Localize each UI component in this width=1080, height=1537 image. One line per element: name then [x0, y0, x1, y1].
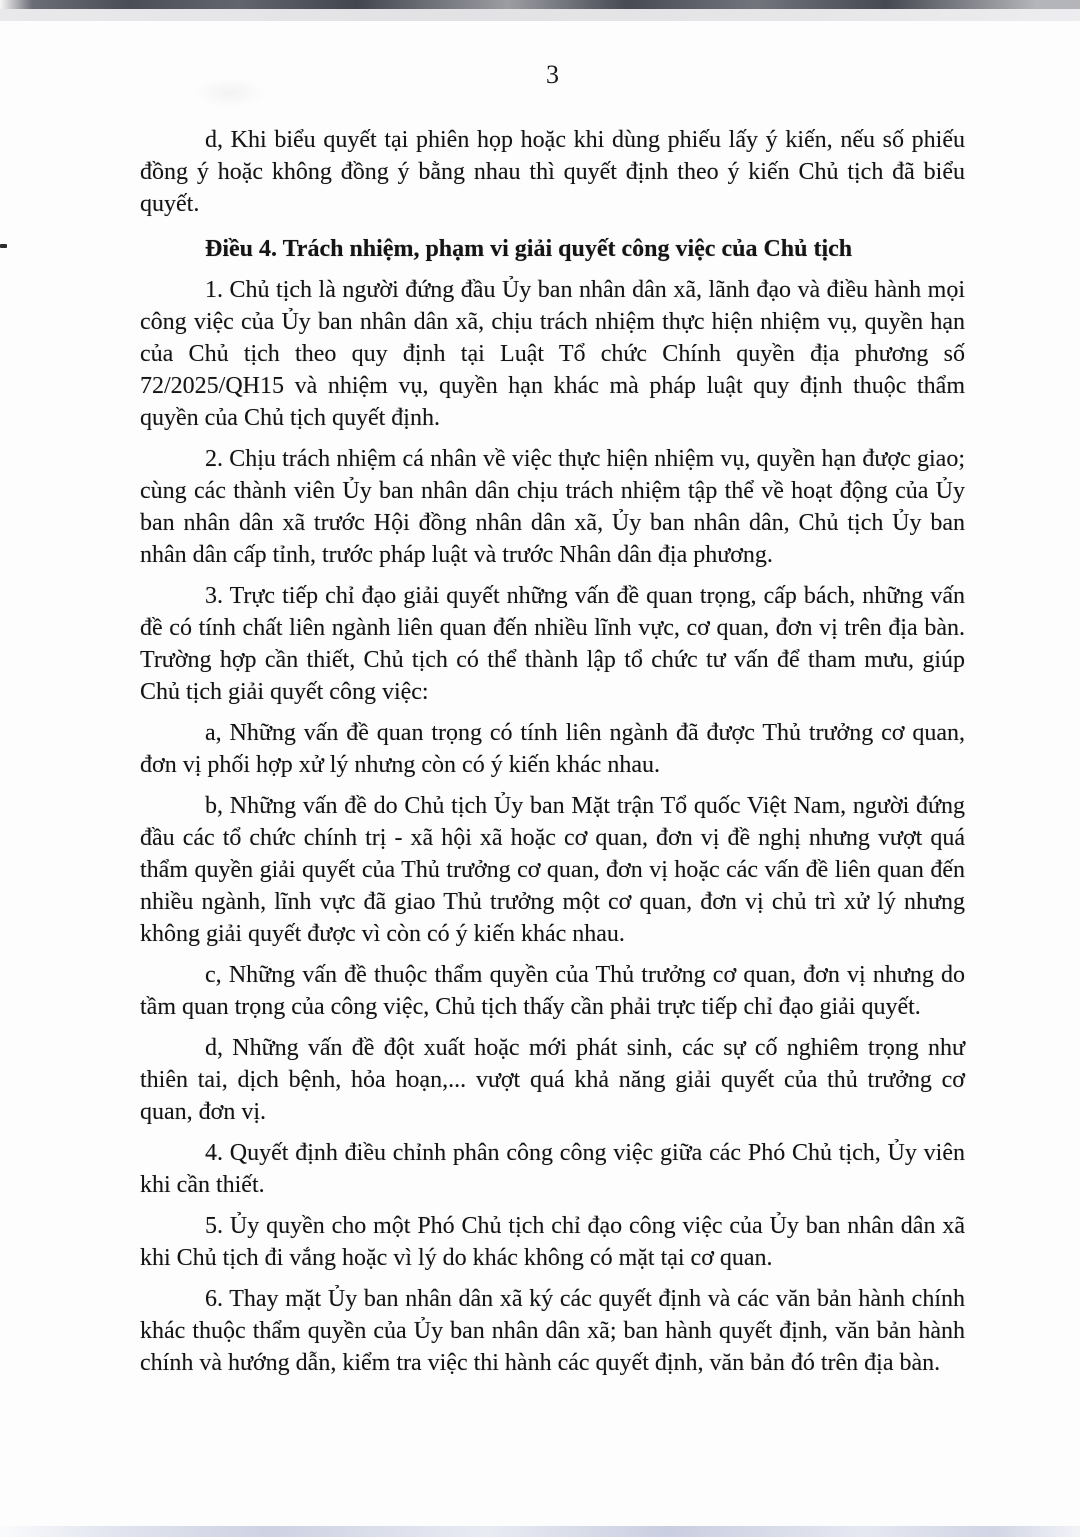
article-4-clause-3-point-d: d, Những vấn đề đột xuất hoặc mới phát sinh, các sự cố nghiêm trọng như thiên tai, dịch bệnh, hỏa hoạn,... vượt quá khả năng giải quyết của thủ trưởng cơ quan, đơn vị.	[140, 1035, 965, 1125]
page-number: 3	[546, 60, 559, 89]
document-body	[140, 124, 965, 1379]
article-4-clause-3: 3. Trực tiếp chỉ đạo giải quyết những vấn đề quan trọng, cấp bách, những vấn đề có tính chất liên ngành liên quan đến nhiều lĩnh vực, cơ quan, đơn vị trên địa bàn. Trường hợp cần thiết, Chủ tịch có thể thành lập tổ chức tư vấn để tham mưu, giúp Chủ tịch giải quyết công việc:	[140, 583, 965, 705]
article-4-clause-1: 1. Chủ tịch là người đứng đầu Ủy ban nhân dân xã, lãnh đạo và điều hành mọi công việc của Ủy ban nhân dân xã, chịu trách nhiệm thực hiện nhiệm vụ, quyền hạn của Chủ tịch theo quy định tại Luật Tổ chức Chính quyền địa phương số 72/2025/QH15 và nhiệm vụ, quyền hạn khác mà pháp luật quy định thuộc thẩm quyền của Chủ tịch quyết định.	[140, 277, 965, 431]
scan-artifact-left-dash	[0, 244, 7, 248]
scan-artifact-top-band	[0, 0, 1080, 9]
scan-artifact-bottom-band	[0, 1526, 1080, 1537]
article-4-clause-5: 5. Ủy quyền cho một Phó Chủ tịch chỉ đạo công việc của Ủy ban nhân dân xã khi Chủ tịch đi vắng hoặc vì lý do khác không có mặt tại cơ quan.	[140, 1213, 965, 1271]
article-4-clause-6: 6. Thay mặt Ủy ban nhân dân xã ký các quyết định và các văn bản hành chính khác thuộc thẩm quyền của Ủy ban nhân dân xã; ban hành quyết định, văn bản hành chính và hướng dẫn, kiểm tra việc thi hành các quyết định, văn bản đó trên địa bàn.	[140, 1286, 965, 1376]
article-4-heading: Điều 4. Trách nhiệm, phạm vi giải quyết công việc của Chủ tịch	[205, 236, 853, 262]
article-4-clause-3-point-c: c, Những vấn đề thuộc thẩm quyền của Thủ trưởng cơ quan, đơn vị nhưng do tầm quan trọng của công việc, Chủ tịch thấy cần phải trực tiếp chỉ đạo giải quyết.	[140, 962, 965, 1020]
article-4-clause-3-point-b: b, Những vấn đề do Chủ tịch Ủy ban Mặt trận Tổ quốc Việt Nam, người đứng đầu các tổ chức chính trị - xã hội xã hoặc cơ quan, đơn vị đề nghị nhưng vượt quá thẩm quyền giải quyết của Thủ trưởng cơ quan, đơn vị hoặc các vấn đề liên quan đến nhiều ngành, lĩnh vực đã giao Thủ trưởng một cơ quan, đơn vị chủ trì xử lý nhưng không giải quyết được vì còn có ý kiến khác nhau.	[140, 793, 965, 947]
article-4-clause-4: 4. Quyết định điều chỉnh phân công công việc giữa các Phó Chủ tịch, Ủy viên khi cần thiết.	[140, 1140, 965, 1198]
scan-artifact-top-light-strip	[0, 9, 1080, 21]
article-4-clause-2: 2. Chịu trách nhiệm cá nhân về việc thực hiện nhiệm vụ, quyền hạn được giao; cùng các thành viên Ủy ban nhân dân chịu trách nhiệm tập thể về hoạt động của Ủy ban nhân dân xã trước Hội đồng nhân dân xã, Ủy ban nhân dân, Chủ tịch Ủy ban nhân dân cấp tỉnh, trước pháp luật và trước Nhân dân địa phương.	[140, 446, 965, 568]
article-4-clause-3-point-a: a, Những vấn đề quan trọng có tính liên ngành đã được Thủ trưởng cơ quan, đơn vị phối hợp xử lý nhưng còn có ý kiến khác nhau.	[140, 720, 965, 778]
prev-article-point-d: d, Khi biểu quyết tại phiên họp hoặc khi dùng phiếu lấy ý kiến, nếu số phiếu đồng ý hoặc không đồng ý bằng nhau thì quyết định theo ý kiến Chủ tịch đã biểu quyết.	[140, 127, 965, 217]
